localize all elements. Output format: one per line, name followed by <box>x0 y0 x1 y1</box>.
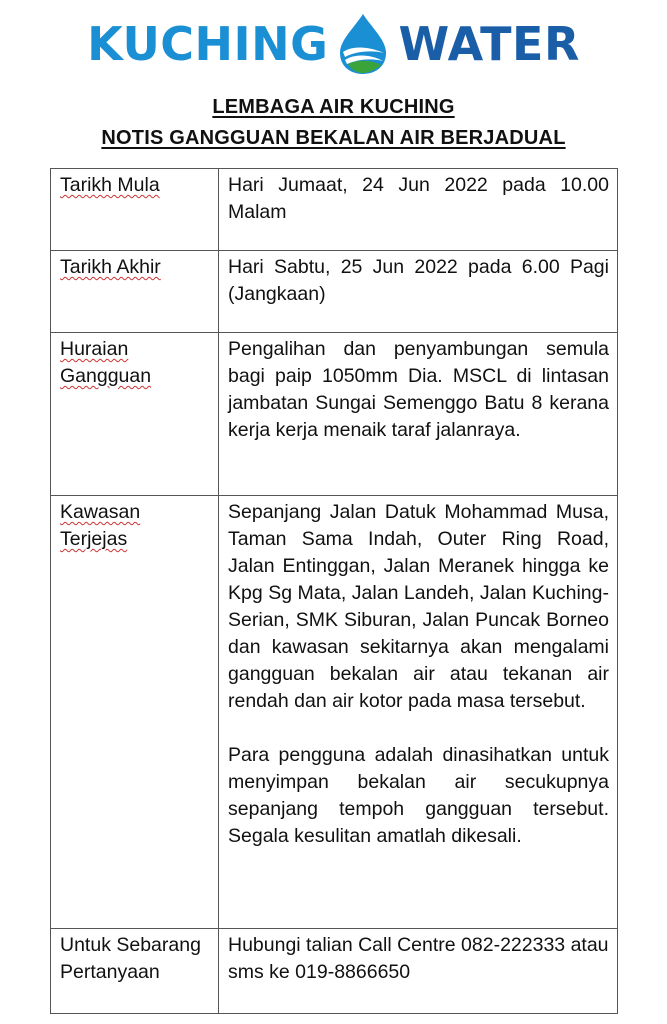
affected-areas-text: Sepanjang Jalan Datuk Mohammad Musa, Taman Sama Indah, Outer Ring Road, Jalan Entinggan, Jalan Meranek hingga ke Kpg Sg Mata, Jalan Landeh, Jalan Kuching-Serian, SMK Siburan, Jalan Puncak Borneo dan kawasan sekitarnya akan mengalami gangguan bekalan air atau tekanan air rendah dan air kotor pada masa tersebut. <box>228 501 609 712</box>
label-affected-areas <box>51 496 219 929</box>
row-disruption-description <box>51 333 618 496</box>
label-start-date <box>51 169 219 251</box>
kuching-water-logo <box>0 8 667 80</box>
label-text: Huraian Gangguan <box>60 338 152 387</box>
label-text: Tarikh Mula <box>60 174 160 196</box>
advice-text: Para pengguna adalah dinasihatkan untuk menyimpan bekalan air secukupnya sepanjang tempoh gangguan tersebut. Segala kesulitan amatlah dikesali. <box>228 744 609 847</box>
row-affected-areas <box>51 496 618 929</box>
notice-table <box>50 168 618 1014</box>
value-end-date: Hari Sabtu, 25 Jun 2022 pada 6.00 Pagi (Jangkaan) <box>219 251 618 333</box>
label-enquiries <box>51 929 219 1014</box>
row-end-date <box>51 251 618 333</box>
label-text: Kawasan Terjejas <box>60 501 141 550</box>
water-drop-icon <box>334 12 392 76</box>
label-text: Untuk Sebarang Pertanyaan <box>60 934 201 983</box>
label-end-date <box>51 251 219 333</box>
row-enquiries <box>51 929 618 1014</box>
heading-organisation: LEMBAGA AIR KUCHING <box>212 96 455 118</box>
value-start-date: Hari Jumaat, 24 Jun 2022 pada 10.00 Malam <box>219 169 618 251</box>
value-affected-areas <box>219 496 618 929</box>
logo-word-kuching: KUCHING <box>87 17 329 71</box>
label-text: Tarikh Akhir <box>60 256 161 278</box>
row-start-date <box>51 169 618 251</box>
logo-word-water: WATER <box>398 17 580 71</box>
value-disruption-description: Pengalihan dan penyambungan semula bagi paip 1050mm Dia. MSCL di lintasan jambatan Sungai Semenggo Batu 8 kerana kerja kerja menaik taraf jalanraya. <box>219 333 618 496</box>
label-disruption-description <box>51 333 219 496</box>
heading-notice-title: NOTIS GANGGUAN BEKALAN AIR BERJADUAL <box>101 127 566 149</box>
value-enquiries: Hubungi talian Call Centre 082-222333 atau sms ke 019-8866650 <box>219 929 618 1014</box>
